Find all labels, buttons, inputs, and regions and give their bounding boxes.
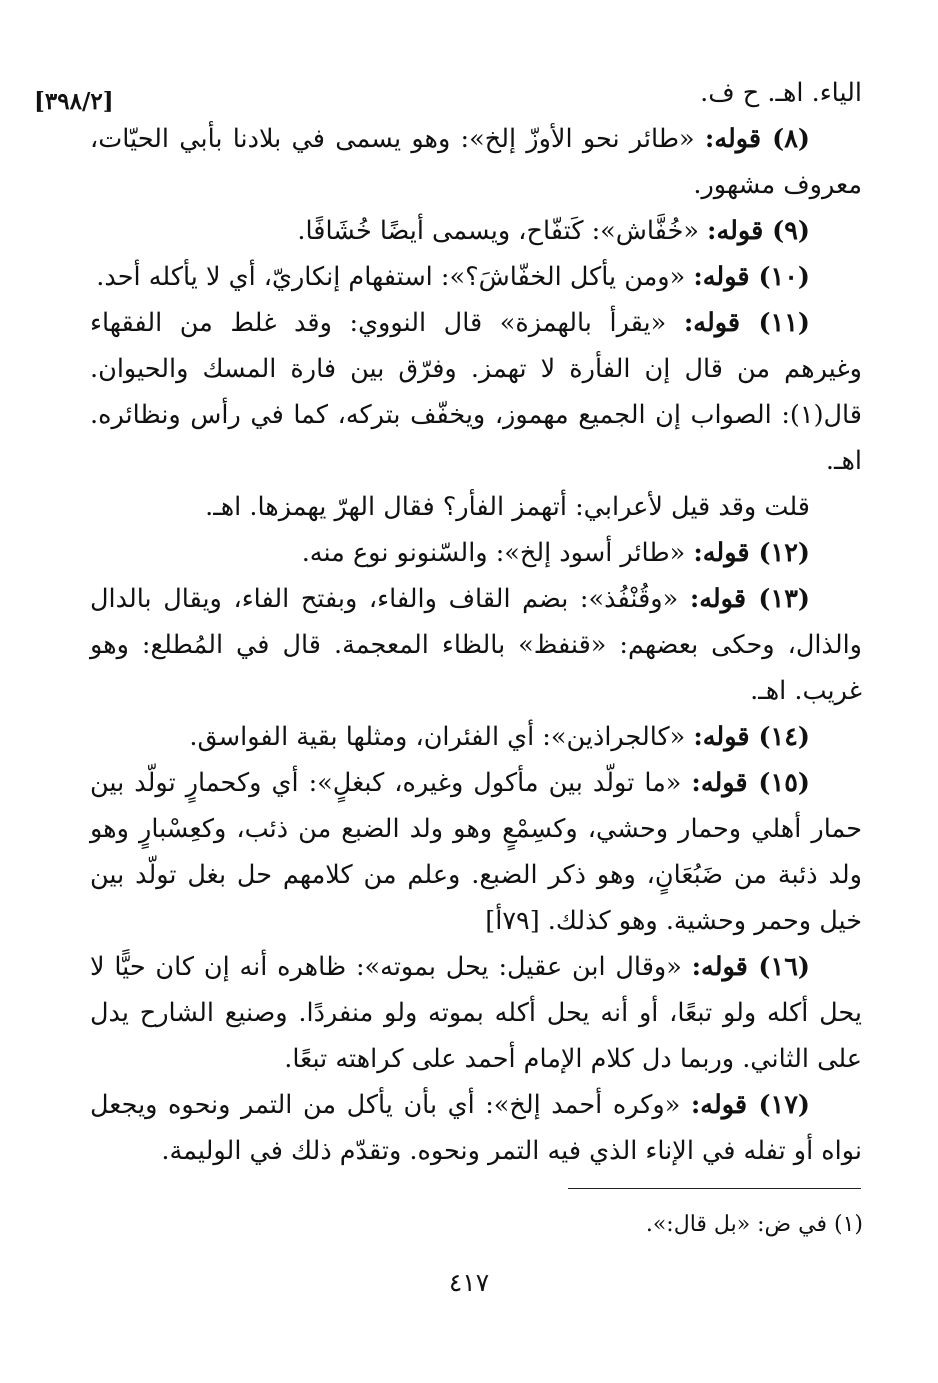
note-text: «خُفَّاش»: كَتفّاح، ويسمى أيضًا خُشَافًا. (297, 216, 708, 246)
folio-mark: [٧٩أ] (485, 906, 540, 936)
note-8 (90, 116, 862, 208)
note-text: «وكره أحمد إلخ»: أي بأن يأكل من التمر ونحوه ويجعل نواه أو تفله في الإناء الذي فيه التمر ونحوه. وتقدّم ذلك في الوليمة. (90, 1090, 862, 1166)
note-text: «طائر أسود إلخ»: والسّنونو نوع منه. (301, 538, 694, 568)
note-text: قلت وقد قيل لأعرابي: أتهمز الفأر؟ فقال الهرّ يهمزها. اهـ. (205, 492, 810, 522)
page-number: ٤١٧ (448, 1268, 490, 1297)
note-16 (90, 944, 862, 1082)
note-text: «ما تولّد بين مأكول وغيره، كبغلٍ»: أي وكحمارٍ تولّد بين حمار أهلي وحمار وحشي، وكسِمْعٍ وهو ولد الضبع من ذئب، وكعِسْبارٍ وهو ولد ذئبة من ضَبُعَانٍ، وهو ذكر الضبع. وعلم من كلامهم حل بغل تولّد بين خيل وحمر وحشية. وهو كذلك. (90, 768, 862, 936)
note-10 (90, 254, 862, 300)
note-text: «ومن يأكل الخفّاشَ؟»: استفهام إنكاريّ، أي لا يأكله أحد. (96, 262, 694, 292)
note-15 (90, 760, 862, 944)
note-keyword: (١٤) قوله: (693, 722, 810, 752)
footnote: (١) في ض: «بل قال:». (645, 1212, 863, 1237)
note-keyword: (١٣) قوله: (689, 584, 810, 614)
note-12 (90, 530, 862, 576)
note-17 (90, 1082, 862, 1174)
note-text: «وقال ابن عقيل: يحل بموته»: ظاهره أنه إن كان حيًّا لا يحل أكله ولو تبعًا، أو أنه يحل أكله بموته ولو منفردًا. وصنيع الشارح يدل على الثاني. وربما دل كلام الإمام أحمد على كراهته تبعًا. (90, 952, 862, 1074)
note-text: «كالجراذين»: أي الفئران، ومثلها بقية الفواسق. (189, 722, 694, 752)
note-9 (90, 208, 862, 254)
note-11-continuation (90, 484, 862, 530)
note-text: «وقُنْفُذ»: بضم القاف والفاء، وبفتح الفاء، ويقال بالدال والذال، وحكى بعضهم: «قنفظ» بالظاء المعجمة. قال في المُطلع: وهو غريب. اهـ. (90, 584, 862, 706)
note-14 (90, 714, 862, 760)
main-text (90, 70, 862, 1174)
note-keyword: (٩) قوله: (707, 216, 810, 246)
page-reference: [٣٩٨/٢] (34, 88, 114, 115)
note-keyword: (١٠) قوله: (693, 262, 810, 292)
note-keyword: (١١) قوله: (683, 308, 810, 338)
footnote-divider (568, 1188, 861, 1189)
note-13 (90, 576, 862, 714)
note-text: «طائر نحو الأوزّ إلخ»: وهو يسمى في بلادنا بأبي الحيّات، معروف مشهور. (90, 124, 862, 200)
note-text: «يقرأ بالهمزة» قال النووي: وقد غلط من الفقهاء وغيرهم من قال إن الفأرة لا تهمز. وفرّق بين فارة المسك والحيوان. قال(١): الصواب إن الجميع مهموز، ويخفّف بتركه، كما في رأس ونظائره. اهـ. (90, 308, 862, 476)
note-keyword: (١٧) قوله: (690, 1090, 810, 1120)
note-keyword: (١٥) قوله: (691, 768, 810, 798)
note-keyword: (٨) قوله: (704, 124, 810, 154)
note-keyword: (١٢) قوله: (693, 538, 810, 568)
note-11 (90, 300, 862, 484)
note-keyword: (١٦) قوله: (691, 952, 810, 982)
opening-line: الياء. اهـ. ح ف. (700, 78, 862, 108)
